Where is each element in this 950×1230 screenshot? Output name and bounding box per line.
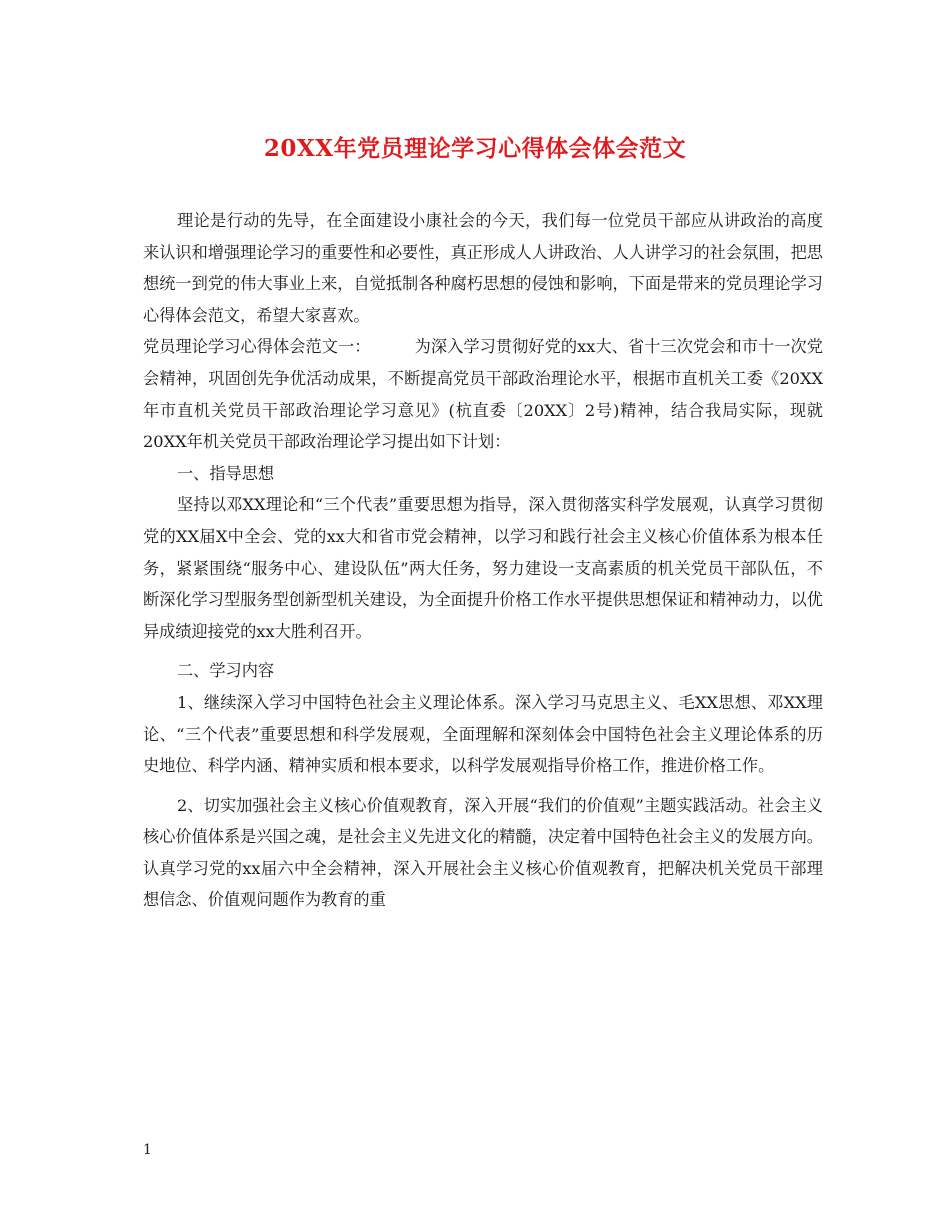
sample-paragraph (143, 331, 823, 457)
study-item-1: 1、继续深入学习中国特色社会主义理论体系。深入学习马克思主义、毛XX思想、邓XX理论、“三个代表”重要思想和科学发展观，全面理解和深刻体会中国特色社会主义理论体系的历史地位、科学内涵、精神实质和根本要求，以科学发展观指导价格工作，推进价格工作。 (143, 692, 823, 776)
page-number: 1 (143, 1142, 152, 1158)
section-heading-guiding-thought: 一、指导思想 (177, 463, 275, 483)
sample-text: 为深入学习贯彻好党的xx大、省十三次党会和市十一次党会精神，巩固创先争优活动成果，不断提高党员干部政治理论水平，根据市直机关工委《20XX年市直机关党员干部政治理论学习意见》(杭直委〔20XX〕2号)精神，结合我局实际，现就20XX年机关党员干部政治理论学习提出如下计划： (143, 337, 823, 452)
study-item-2: 2、切实加强社会主义核心价值观教育，深入开展“我们的价值观”主题实践活动。社会主义核心价值体系是兴国之魂，是社会主义先进文化的精髓，决定着中国特色社会主义的发展方向。认真学习党的xx届六中全会精神，深入开展社会主义核心价值观教育，把解决机关党员干部理想信念、价值观问题作为教育的重 (143, 795, 823, 910)
section-heading-study-content: 二、学习内容 (177, 661, 275, 681)
document-title: 20XX年党员理论学习心得体会体会范文 (263, 135, 687, 162)
intro-paragraph: 理论是行动的先导，在全面建设小康社会的今天，我们每一位党员干部应从讲政治的高度来认识和增强理论学习的重要性和必要性，真正形成人人讲政治、人人讲学习的社会氛围，把思想统一到党的伟大事业上来，自觉抵制各种腐朽思想的侵蚀和影响，下面是带来的党员理论学习心得体会范文，希望大家喜欢。 (143, 211, 823, 325)
sample-label: 党员理论学习心得体会范文一： (143, 337, 371, 357)
document-body (143, 205, 823, 916)
guiding-thought-paragraph: 坚持以邓XX理论和“三个代表”重要思想为指导，深入贯彻落实科学发展观，认真学习贯彻党的XX届X中全会、党的xx大和省市党会精神，以学习和践行社会主义核心价值体系为根本任务，紧紧围绕“服务中心、建设队伍”两大任务，努力建设一支高素质的机关党员干部队伍，不断深化学习型服务型创新型机关建设，为全面提升价格工作水平提供思想保证和精神动力，以优异成绩迎接党的xx大胜利召开。 (143, 495, 823, 641)
